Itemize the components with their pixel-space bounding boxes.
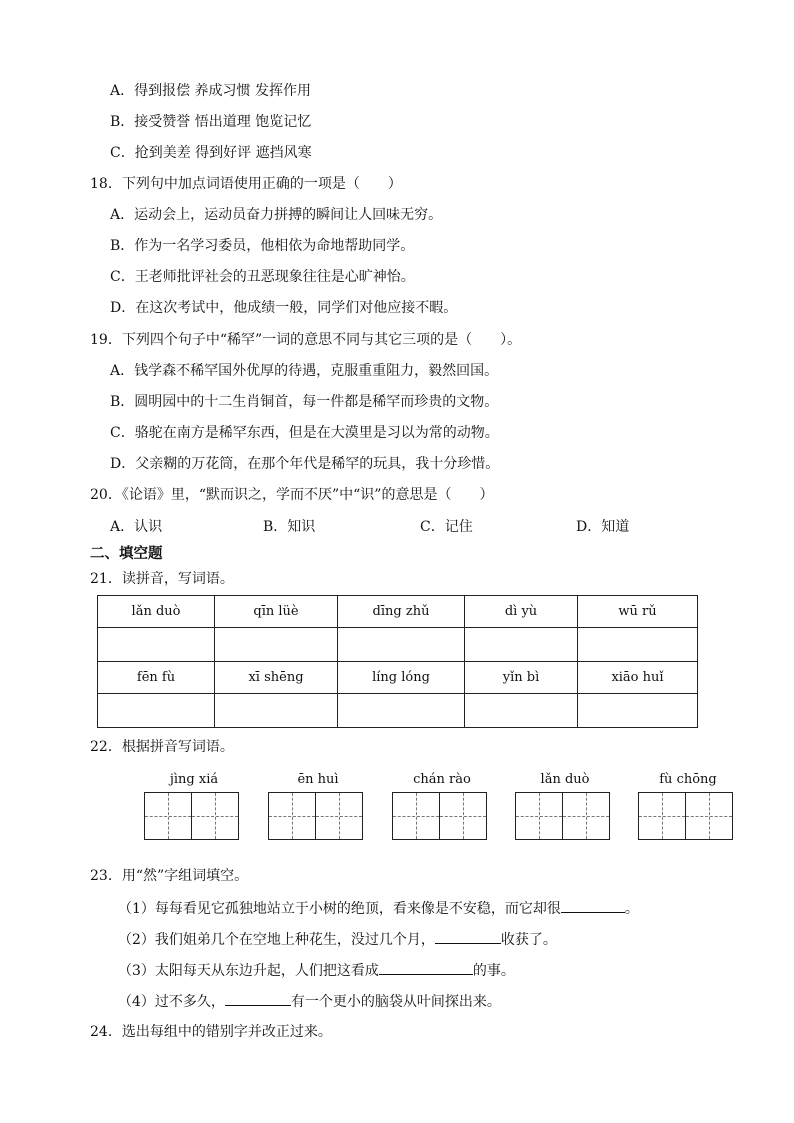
q17-option-c: C．抢到美差 得到好评 遮挡风寒: [110, 145, 312, 161]
q23-sentence-2: [118, 929, 557, 950]
pinyin-row: [98, 596, 698, 628]
q22-stem: 22．根据拼音写词语。: [90, 739, 234, 755]
sentence-text: （2）我们姐弟几个在空地上种花生，没过几个月，: [118, 932, 435, 948]
q17-option-a: A．得到报偿 养成习惯 发挥作用: [110, 83, 312, 99]
answer-row: [98, 694, 698, 728]
q18-option-a: A．运动会上，运动员奋力拼搏的瞬间让人回味无穷。: [110, 207, 443, 223]
sentence-text: 。: [624, 901, 639, 917]
pinyin-cell: líng lóng: [338, 662, 465, 694]
q20-option-b: B．知识: [263, 519, 316, 535]
pinyin-label: lǎn duò: [540, 772, 590, 787]
q23-sentence-1: [118, 898, 639, 919]
q19-option-c: C．骆驼在南方是稀罕东西，但是在大漠里是习以为常的动物。: [110, 425, 499, 441]
q20-options: [110, 517, 670, 537]
q17-option-b: B．接受赞誉 悟出道理 饱览记忆: [110, 114, 312, 130]
sentence-text: 收获了。: [500, 932, 557, 948]
answer-cell[interactable]: [98, 694, 215, 728]
pinyin-cell: dì yù: [465, 596, 578, 628]
tianzige-cell[interactable]: [562, 792, 610, 840]
sentence-text: 的事。: [472, 963, 515, 979]
tianzige-cell[interactable]: [268, 792, 316, 840]
pinyin-cell: lǎn duò: [98, 596, 215, 628]
pinyin-label: chán rào: [413, 772, 471, 787]
tianzige-group: [144, 770, 244, 840]
q18-option-b: B．作为一名学习委员，他相依为命地帮助同学。: [110, 238, 415, 254]
q19-stem: 19．下列四个句子中“稀罕”一词的意思不同与其它三项的是（ ）。: [90, 332, 522, 348]
pinyin-cell: qīn lüè: [215, 596, 338, 628]
q20-stem: 20．《论语》里，“默而识之，学而不厌”中“识”的意思是（ ）: [90, 487, 494, 503]
q18-stem: 18．下列句中加点词语使用正确的一项是（ ）: [90, 176, 402, 192]
pinyin-cell: wū rǔ: [578, 596, 698, 628]
tianzige-cell[interactable]: [439, 792, 487, 840]
pinyin-label: fù chōng: [659, 772, 717, 787]
tianzige-cell[interactable]: [315, 792, 363, 840]
sentence-text: （3）太阳每天从东边升起，人们把这看成: [118, 963, 379, 979]
tianzige-cell[interactable]: [191, 792, 239, 840]
q23-stem: 23．用“然”字组词填空。: [90, 868, 249, 884]
q19-option-b: B．圆明园中的十二生肖铜首，每一件都是稀罕而珍贵的文物。: [110, 394, 499, 410]
pinyin-cell: xiāo huǐ: [578, 662, 698, 694]
answer-cell[interactable]: [215, 694, 338, 728]
tianzige-group: [392, 770, 492, 840]
tianzige-cell[interactable]: [392, 792, 440, 840]
pinyin-label: jìng xiá: [169, 772, 219, 787]
answer-cell[interactable]: [465, 628, 578, 662]
sentence-text: （4）过不多久，: [118, 994, 225, 1010]
answer-cell[interactable]: [215, 628, 338, 662]
pinyin-cell: yǐn bì: [465, 662, 578, 694]
q19-option-d: D．父亲糊的万花筒，在那个年代是稀罕的玩具，我十分珍惜。: [110, 456, 500, 472]
q19-option-a: A．钱学森不稀罕国外优厚的待遇，克服重重阻力，毅然回国。: [110, 363, 499, 379]
answer-cell[interactable]: [578, 694, 698, 728]
tianzige-cell[interactable]: [144, 792, 192, 840]
pinyin-cell: fēn fù: [98, 662, 215, 694]
pinyin-table: [97, 595, 698, 728]
q24-stem: 24．选出每组中的错别字并改正过来。: [90, 1024, 332, 1040]
tianzige-group: [638, 770, 738, 840]
tianzige-group: [515, 770, 615, 840]
tianzige-group: [268, 770, 368, 840]
q20-option-c: C．记住: [420, 519, 473, 535]
pinyin-label: ēn huì: [297, 772, 339, 787]
pinyin-cell: dīng zhǔ: [338, 596, 465, 628]
pinyin-row: [98, 662, 698, 694]
q23-sentence-3: [118, 960, 515, 981]
fill-blank[interactable]: [379, 960, 473, 975]
answer-cell[interactable]: [465, 694, 578, 728]
sentence-text: （1）每每看见它孤独地站立于小树的绝顶，看来像是不安稳，而它却很: [118, 901, 561, 917]
answer-row: [98, 628, 698, 662]
tianzige-cell[interactable]: [638, 792, 686, 840]
fill-blank[interactable]: [561, 898, 625, 913]
tianzige-cell[interactable]: [515, 792, 563, 840]
answer-cell[interactable]: [578, 628, 698, 662]
tianzige-cell[interactable]: [685, 792, 733, 840]
answer-cell[interactable]: [98, 628, 215, 662]
pinyin-cell: xī shēng: [215, 662, 338, 694]
fill-blank[interactable]: [435, 929, 501, 944]
q21-stem: 21．读拼音，写词语。: [90, 571, 234, 587]
q20-option-d: D．知道: [576, 519, 630, 535]
q20-option-a: A．认识: [110, 519, 163, 535]
section-heading: 二、填空题: [90, 546, 163, 562]
answer-cell[interactable]: [338, 628, 465, 662]
sentence-text: 有一个更小的脑袋从叶间探出来。: [290, 994, 501, 1010]
q18-option-d: D．在这次考试中，他成绩一般，同学们对他应接不暇。: [110, 300, 458, 316]
q18-option-c: C．王老师批评社会的丑恶现象往往是心旷神怡。: [110, 269, 415, 285]
answer-cell[interactable]: [338, 694, 465, 728]
fill-blank[interactable]: [225, 991, 291, 1006]
q23-sentence-4: [118, 991, 501, 1012]
